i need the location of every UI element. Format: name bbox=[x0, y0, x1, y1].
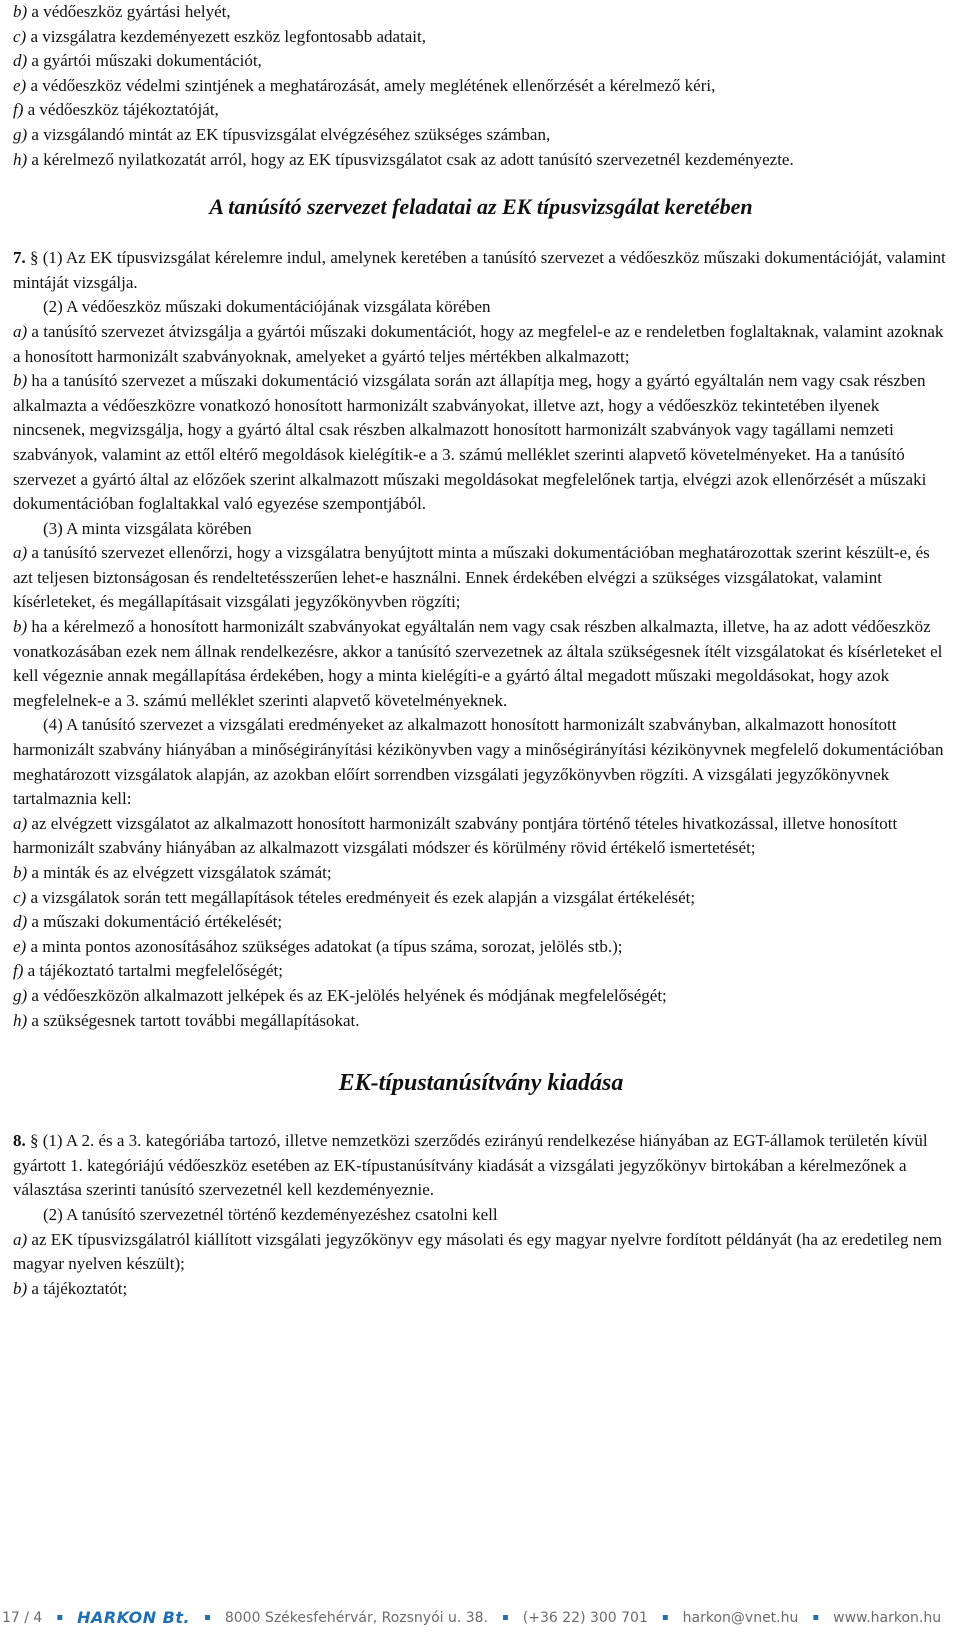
item-text: a védőeszköz védelmi szintjének a meghatározását, amely meglétének ellenőrzését a kérelmező kéri, bbox=[26, 75, 716, 95]
paragraph-7-3: (3) A minta vizsgálata körében bbox=[43, 518, 252, 538]
separator-icon: ▪ bbox=[204, 1612, 211, 1623]
paragraph-text: (1) A 2. és a 3. kategóriába tartozó, illetve nemzetközi szerződés ezirányú rendelkezése hiányában az EGT-államok területén kívül gyártott 1. kategóriájú védőeszköz esetében az EK-típustanúsítvány kiadását a vizsgálati jegyzőkönyv birtokában a kérelmezőnek a választása szerinti tanúsító szervezetnél kell kezdeményeznie. bbox=[13, 1131, 928, 1200]
page-number: 17 / 4 bbox=[2, 1609, 43, 1626]
item-text: a tájékoztató tartalmi megfelelőségét; bbox=[23, 961, 283, 981]
footer-web-link[interactable]: www.harkon.hu bbox=[833, 1609, 942, 1626]
item-label: h) bbox=[13, 149, 28, 169]
item-text: a tájékoztatót; bbox=[27, 1278, 128, 1298]
item-label: d) bbox=[13, 912, 28, 932]
item-label: b) bbox=[13, 371, 28, 391]
list-item-g bbox=[13, 123, 949, 148]
paragraph-7-1 bbox=[13, 246, 949, 295]
item-text: az elvégzett vizsgálatot az alkalmazott honosított harmonizált szabvány pontjára történő tételes hivatkozással, illetve honosított harmonizált szabvány hiányában az alkalmazott vizsgálati módszer és körülmény rövid értékelő ismertetését; bbox=[13, 813, 898, 858]
separator-icon: ▪ bbox=[661, 1612, 669, 1623]
list-item-7-4-a bbox=[13, 812, 949, 861]
paragraph-7-2: (2) A védőeszköz műszaki dokumentációjának vizsgálata körében bbox=[43, 297, 491, 317]
item-label: b) bbox=[13, 2, 28, 21]
list-item-8-2-b bbox=[13, 1277, 949, 1302]
footer-phone: (+36 22) 300 701 bbox=[522, 1609, 648, 1626]
item-label: f) bbox=[13, 961, 24, 981]
section-heading: A tanúsító szervezet feladatai az EK típusvizsgálat keretében bbox=[209, 194, 753, 220]
item-text: a gyártói műszaki dokumentációt, bbox=[27, 51, 262, 71]
item-label: b) bbox=[13, 1278, 28, 1298]
item-label: g) bbox=[13, 985, 28, 1005]
item-text: az EK típusvizsgálatról kiállított vizsgálati jegyzőkönyv egy másolati és egy magyar nyelvre fordított példányát (ha az eredetileg nem magyar nyelven készült); bbox=[13, 1229, 943, 1274]
list-item-7-2-b bbox=[13, 369, 949, 517]
paragraph-7-4: (4) A tanúsító szervezet a vizsgálati eredményeket az alkalmazott honosított harmonizált szabványban, alkalmazott honosított harmonizált szabvány hiányában a minőségirányítási kézikönyvben vagy a minőségirányítási kézikönyvnek megfelelő dokumentációban meghatározott vizsgálatok alapján, az azokban előírt sorrendben vizsgálati jegyzőkönyvben rögzíti. A vizsgálati jegyzőkönyvnek tartalmaznia kell: bbox=[13, 715, 944, 809]
item-label: c) bbox=[13, 887, 27, 907]
separator-icon: ▪ bbox=[502, 1612, 509, 1623]
item-text: a vizsgálatra kezdeményezett eszköz legfontosabb adatait, bbox=[26, 26, 427, 46]
item-label: c) bbox=[13, 26, 27, 46]
section-number: 7. bbox=[13, 248, 26, 268]
item-text: a kérelmező nyilatkozatát arról, hogy az EK típusvizsgálatot csak az adott tanúsító szervezetnél kezdeményezte. bbox=[27, 149, 794, 169]
item-label: h) bbox=[13, 1010, 28, 1030]
item-label: a) bbox=[13, 543, 28, 563]
item-text: ha a kérelmező a honosított harmonizált szabványokat egyáltalán nem vagy csak részben alkalmazta, illetve, ha az adott védőeszköz vonatkozásában ezek nem állnak rendelkezésre, akkor a tanúsító szervezetnek az általa szükségesnek ítélt vizsgálatokat és kísérleteket el kell végeznie annak megállapítása érdekében, hogy a minta kielégíti-e a gyártó által megadott műszaki megoldásokat, hogy azok megfelelnek-e a 3. számú melléklet szerinti alapvető követelményeknek. bbox=[13, 617, 943, 710]
list-item-f bbox=[13, 98, 949, 123]
item-label: e) bbox=[13, 75, 27, 95]
brand-logo: HARKON Bt. bbox=[77, 1608, 191, 1627]
separator-icon: ▪ bbox=[812, 1612, 820, 1623]
section-symbol: § bbox=[30, 1131, 39, 1151]
list-item-c bbox=[13, 25, 949, 50]
list-item-7-4-c bbox=[13, 886, 949, 911]
item-text: a vizsgálandó mintát az EK típusvizsgálat elvégzéséhez szükséges számban, bbox=[27, 124, 551, 144]
item-text: a tanúsító szervezet ellenőrzi, hogy a vizsgálatra benyújtott minta a műszaki dokumentációban meghatározottak szerint készült-e, és azt teljesen biztonságosan és rendeltetésszerűen lehet-e használni. Ennek érdekében elvégzi a szükséges vizsgálatokat, valamint kísérleteket, és megállapításait vizsgálati jegyzőkönyvben rögzíti; bbox=[13, 543, 930, 612]
section-number: 8. bbox=[13, 1131, 26, 1151]
item-label: g) bbox=[13, 124, 28, 144]
item-label: b) bbox=[13, 617, 28, 637]
item-label: b) bbox=[13, 863, 28, 882]
item-text: a szükségesnek tartott további megállapításokat. bbox=[27, 1010, 360, 1030]
item-label: a) bbox=[13, 813, 28, 833]
paragraph-8-1 bbox=[13, 1129, 949, 1203]
item-text: a védőeszköz tájékoztatóját, bbox=[23, 100, 219, 120]
item-text: a védőeszköz gyártási helyét, bbox=[27, 2, 231, 21]
item-text: ha a tanúsító szervezet a műszaki dokumentáció vizsgálata során azt állapítja meg, hogy a gyártó egyáltalán nem vagy csak részben alkalmazta a védőeszközre vonatkozó honosított harmonizált szabványokat, illetve azt, hogy a védőeszköz tekintetében ilyenek nincsenek, megvizsgálja, hogy a gyártó által csak részben alkalmazott honosított harmonizált szabványok vagy tagállami nemzeti szabványok, valamint az ettől eltérő megoldások kielégítik-e a 3. számú melléklet szerinti alapvető követelményeket. Ha a tanúsító szervezet a gyártó által az előzőek szerint alkalmazott műszaki megoldásokat megfelelőnek tartja, elvégzi azok ellenőrzését a műszaki dokumentációban foglaltakkal való egyezése szempontjából. bbox=[13, 371, 927, 514]
item-text: a tanúsító szervezet átvizsgálja a gyártói műszaki dokumentációt, hogy az megfelel-e az e rendeletben foglaltaknak, valamint azoknak a honosított harmonizált szabványoknak, amelyeket a gyártó teljes mértékben alkalmazott; bbox=[13, 321, 944, 366]
item-text: a védőeszközön alkalmazott jelképek és az EK-jelölés helyének és módjának megfelelőségét; bbox=[27, 985, 667, 1005]
list-item-8-2-a bbox=[13, 1228, 949, 1277]
section-symbol: § bbox=[30, 248, 39, 268]
item-label: e) bbox=[13, 936, 27, 956]
list-item-7-3-a bbox=[13, 541, 949, 615]
item-label: a) bbox=[13, 1229, 28, 1249]
item-label: d) bbox=[13, 51, 28, 71]
list-item-b bbox=[13, 0, 949, 25]
list-item-7-4-g bbox=[13, 984, 949, 1009]
footer-address: 8000 Székesfehérvár, Rozsnyói u. 38. bbox=[224, 1609, 489, 1626]
page-footer bbox=[0, 1603, 960, 1632]
footer-email-link[interactable]: harkon@vnet.hu bbox=[682, 1609, 799, 1626]
separator-icon: ▪ bbox=[56, 1612, 64, 1623]
item-text: a minták és az elvégzett vizsgálatok számát; bbox=[27, 863, 332, 882]
page-content bbox=[13, 0, 949, 1301]
section-heading: EK-típustanúsítvány kiadása bbox=[338, 1070, 624, 1097]
paragraph-8-2: (2) A tanúsító szervezetnél történő kezdeményezéshez csatolni kell bbox=[43, 1204, 498, 1224]
list-item-7-4-f bbox=[13, 959, 949, 984]
item-text: a vizsgálatok során tett megállapítások tételes eredményeit és ezek alapján a vizsgálat értékelését; bbox=[26, 887, 696, 907]
list-item-h bbox=[13, 148, 949, 173]
list-item-7-4-b bbox=[13, 861, 949, 886]
paragraph-text: (1) Az EK típusvizsgálat kérelemre indul, amelynek keretében a tanúsító szervezet a védőeszköz műszaki dokumentációját, valamint mintáját vizsgálja. bbox=[13, 248, 946, 292]
list-item-d bbox=[13, 49, 949, 74]
list-item-7-2-a bbox=[13, 320, 949, 369]
item-text: a műszaki dokumentáció értékelését; bbox=[27, 912, 283, 932]
list-item-7-4-e bbox=[13, 935, 949, 960]
list-item-e bbox=[13, 74, 949, 99]
item-text: a minta pontos azonosításához szükséges adatokat (a típus száma, sorozat, jelölés stb.); bbox=[26, 936, 623, 956]
list-item-7-4-h bbox=[13, 1009, 949, 1034]
list-item-7-3-b bbox=[13, 615, 949, 713]
item-label: f) bbox=[13, 100, 24, 120]
list-item-7-4-d bbox=[13, 910, 949, 935]
item-label: a) bbox=[13, 321, 28, 341]
